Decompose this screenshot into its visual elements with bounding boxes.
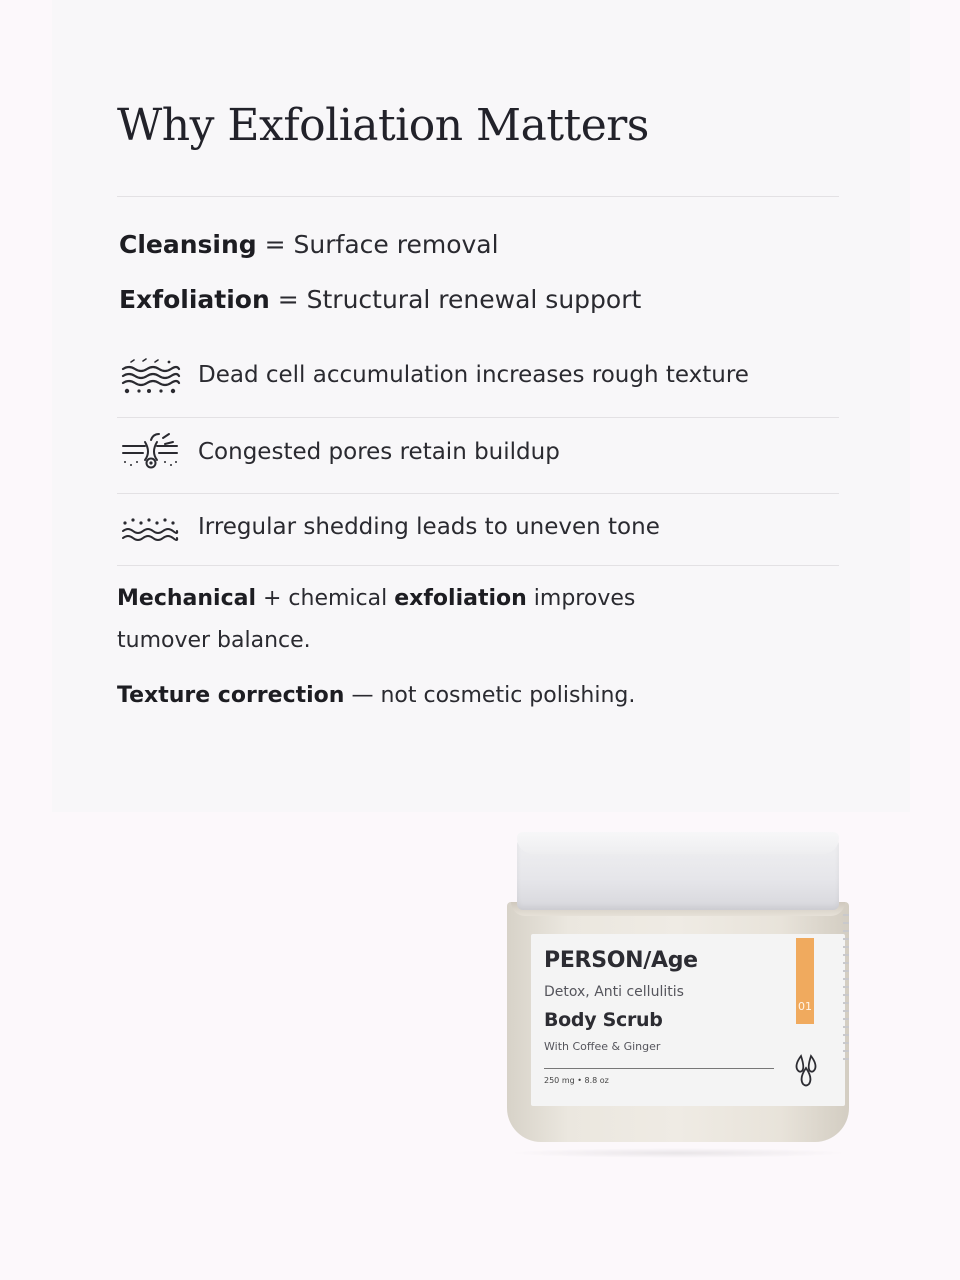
feature-row: [119, 507, 660, 547]
bold-phrase: exfoliation: [394, 586, 527, 611]
divider: [117, 196, 839, 197]
droplet-icon: [793, 1052, 819, 1088]
statement-mechanical: [117, 586, 635, 611]
feature-text: Congested pores retain buildup: [198, 439, 560, 465]
lid-top: [517, 832, 839, 854]
product-size: 250 mg • 8.8 oz: [544, 1076, 609, 1085]
dead-cell-layers-icon: [119, 355, 181, 395]
product-tagline: Detox, Anti cellulitis: [544, 984, 684, 1000]
product-label: [531, 934, 845, 1106]
badge-number: 01: [798, 1000, 812, 1013]
bold-phrase: Mechanical: [117, 586, 256, 611]
feature-text: Dead cell accumulation increases rough texture: [198, 362, 749, 388]
bold-phrase: Texture correction: [117, 683, 345, 708]
equation-term: Cleansing: [119, 230, 257, 259]
product-subtitle: With Coffee & Ginger: [544, 1040, 661, 1053]
divider: [117, 565, 839, 566]
label-divider: [544, 1068, 774, 1069]
equation-cleansing: [119, 230, 499, 259]
statement-continuation: tumover balance.: [117, 628, 311, 653]
shedding-wave-icon: [119, 507, 181, 547]
product-jar: [507, 830, 849, 1150]
equals-symbol: =: [264, 230, 286, 259]
brand-logo: PERSON∕Age: [544, 948, 698, 973]
feature-row: [119, 432, 560, 472]
equation-meaning: Surface removal: [293, 230, 499, 259]
page-title: Why Exfoliation Matters: [117, 100, 649, 151]
text-phrase: + chemical: [256, 586, 395, 611]
equation-meaning: Structural renewal support: [306, 285, 642, 314]
divider: [117, 417, 839, 418]
jar-grip-ridges: [843, 914, 849, 1064]
jar-lid: [517, 832, 839, 910]
product-name: Body Scrub: [544, 1009, 663, 1031]
jar-body: [507, 902, 849, 1142]
text-phrase: — not cosmetic polishing.: [344, 683, 636, 708]
feature-row: [119, 355, 749, 395]
statement-texture: [117, 683, 635, 708]
jar-shadow: [507, 1148, 849, 1158]
divider: [117, 493, 839, 494]
equation-term: Exfoliation: [119, 285, 270, 314]
equals-symbol: =: [277, 285, 299, 314]
feature-text: Irregular shedding leads to uneven tone: [198, 514, 660, 540]
clogged-pore-icon: [119, 432, 181, 472]
text-phrase: improves: [526, 586, 636, 611]
equation-exfoliation: [119, 285, 641, 314]
accent-stripe: [796, 938, 814, 1024]
